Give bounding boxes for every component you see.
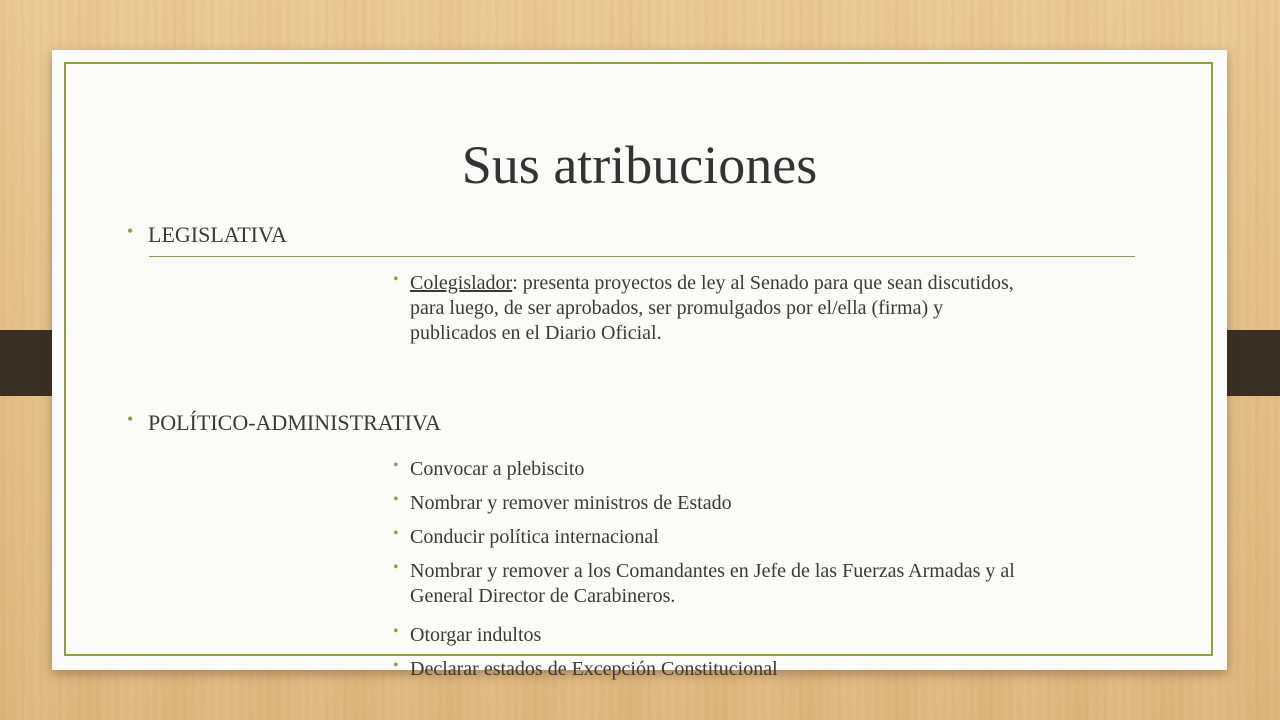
section-heading-text: POLÍTICO-ADMINISTRATIVA (148, 410, 441, 435)
list-item-text: Nombrar y remover a los Comandantes en Jefe de las Fuerzas Armadas y al General Director de Carabineros. (410, 560, 1015, 607)
bullet-icon: • (393, 657, 399, 674)
section-divider (149, 256, 1135, 257)
list-item (393, 457, 1020, 482)
slide-title: Sus atribuciones (461, 135, 818, 195)
list-item-text: Otorgar indultos (410, 624, 542, 646)
bullet-icon: • (393, 491, 399, 508)
list-item-text: Conducir política internacional (410, 526, 659, 548)
bullet-icon: • (393, 457, 399, 474)
list-item-colegislador (393, 271, 1020, 346)
list-item (393, 623, 1020, 648)
section-heading-text: LEGISLATIVA (148, 222, 287, 247)
bullet-icon: • (393, 559, 399, 576)
bullet-icon: • (393, 525, 399, 542)
list-item-text: Declarar estados de Excepción Constitucional (410, 658, 778, 680)
bullet-icon: • (127, 221, 134, 241)
list-item-text: Convocar a plebiscito (410, 458, 585, 480)
list-item (393, 525, 1020, 550)
bullet-icon: • (127, 409, 134, 429)
list-item (393, 657, 1020, 682)
section-heading-politico-administrativa (127, 409, 441, 435)
section-heading-legislativa (127, 221, 287, 247)
term-colegislador: Colegislador (410, 272, 513, 294)
list-item-text: Nombrar y remover ministros de Estado (410, 492, 732, 514)
bullet-icon: • (393, 623, 399, 640)
slide (52, 50, 1227, 680)
list-item (393, 559, 1020, 609)
bullet-icon: • (393, 271, 399, 288)
list-item-text: : presenta proyectos de ley al Senado para que sean discutidos, para luego, de ser aprobados, ser promulgados por el/ella (firma) y publicados en el Diario Oficial. (410, 272, 1014, 344)
list-item (393, 491, 1020, 516)
